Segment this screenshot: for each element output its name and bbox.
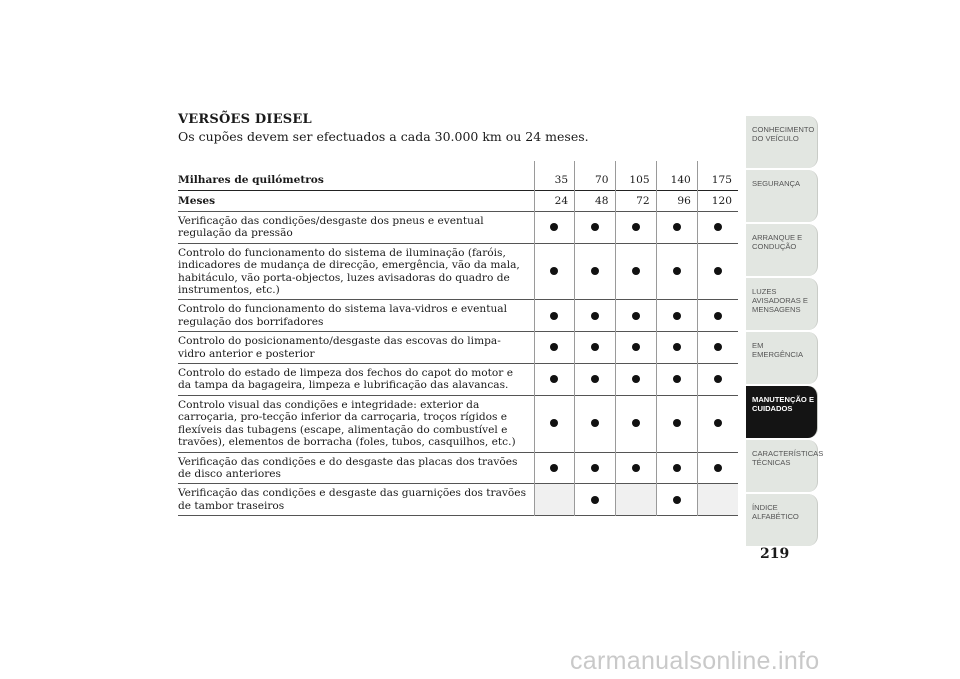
- service-mark-cell: [534, 243, 574, 300]
- km-header-cell: 35: [534, 161, 574, 191]
- bullet-icon: [714, 375, 722, 383]
- bullet-icon: [591, 419, 599, 427]
- service-mark-cell: [697, 212, 738, 244]
- row-description: Controlo visual das condições e integridade: exterior da carroçaria, pro-tecção inferior da carroçaria, troços rígidos e flexíveis das tubagens (escape, alimentação do combustível e travões), elementos de borracha (foles, tubos, casquilhos, etc.): [178, 398, 516, 449]
- service-mark-cell: [534, 395, 574, 452]
- service-mark-cell: [615, 364, 656, 396]
- chapter-tab[interactable]: [746, 116, 818, 168]
- months-header-cell: 120: [697, 191, 738, 212]
- bullet-icon: [550, 312, 558, 320]
- table-row: [178, 332, 738, 364]
- row-description: Controlo do estado de limpeza dos fechos do capot do motor e da tampa da bagageira, limpeza e lubrificação das alavancas.: [178, 367, 513, 392]
- bullet-icon: [632, 267, 640, 275]
- bullet-icon: [714, 464, 722, 472]
- service-mark-cell: [656, 300, 697, 332]
- months-header-cell: 48: [575, 191, 615, 212]
- service-mark-cell: [656, 332, 697, 364]
- service-mark-cell: [575, 300, 615, 332]
- service-mark-cell: [575, 452, 615, 484]
- service-mark-cell: [615, 212, 656, 244]
- bullet-icon: [632, 419, 640, 427]
- table-row: [178, 452, 738, 484]
- service-mark-cell: [575, 484, 615, 516]
- km-header-cell: 140: [656, 161, 697, 191]
- service-mark-cell: [656, 243, 697, 300]
- table-row: [178, 484, 738, 516]
- service-mark-cell: [534, 452, 574, 484]
- service-mark-cell: [615, 300, 656, 332]
- chapter-tab-label: SEGURANÇA: [752, 179, 801, 188]
- service-mark-cell: [575, 243, 615, 300]
- empty-cell: [534, 484, 574, 516]
- bullet-icon: [632, 312, 640, 320]
- service-mark-cell: [697, 332, 738, 364]
- row-description: Verificação das condições e desgaste das guarnições dos travões de tambor traseiros: [178, 487, 526, 512]
- chapter-tab[interactable]: [746, 278, 818, 330]
- service-mark-cell: [615, 243, 656, 300]
- watermark-text: carmanualsonline.info: [570, 647, 820, 675]
- table-row: [178, 364, 738, 396]
- service-mark-cell: [534, 332, 574, 364]
- bullet-icon: [591, 312, 599, 320]
- bullet-icon: [591, 375, 599, 383]
- chapter-tabs: [746, 116, 824, 548]
- service-mark-cell: [575, 395, 615, 452]
- months-header-label: Meses: [178, 194, 216, 207]
- chapter-tab[interactable]: [746, 332, 818, 384]
- chapter-tab-label: LUZES AVISADORAS E MENSAGENS: [752, 287, 808, 314]
- km-header-cell: 175: [697, 161, 738, 191]
- service-mark-cell: [656, 364, 697, 396]
- bullet-icon: [591, 496, 599, 504]
- row-description: Controlo do funcionamento do sistema de iluminação (faróis, indicadores de mudança de direcção, emergência, vão da mala, habitáculo, vão porta-objectos, luzes avisadoras do quadro de instrumentos, etc.): [178, 246, 520, 297]
- bullet-icon: [632, 375, 640, 383]
- table-row: [178, 300, 738, 332]
- bullet-icon: [673, 375, 681, 383]
- km-header-label: Milhares de quilómetros: [178, 173, 324, 186]
- service-mark-cell: [697, 452, 738, 484]
- service-mark-cell: [656, 395, 697, 452]
- service-mark-cell: [697, 243, 738, 300]
- intro-text: Os cupões devem ser efectuados a cada 30.000 km ou 24 meses.: [178, 129, 589, 144]
- km-header-cell: 105: [615, 161, 656, 191]
- maintenance-table: [178, 161, 738, 516]
- empty-cell: [697, 484, 738, 516]
- bullet-icon: [591, 223, 599, 231]
- row-description: Controlo do posicionamento/desgaste das escovas do limpa-vidro anterior e posterior: [178, 335, 501, 360]
- km-header-cell: 70: [575, 161, 615, 191]
- service-mark-cell: [697, 364, 738, 396]
- bullet-icon: [550, 375, 558, 383]
- bullet-icon: [550, 464, 558, 472]
- bullet-icon: [591, 464, 599, 472]
- chapter-tab-label: CONHECIMENTO DO VEÍCULO: [752, 125, 815, 143]
- bullet-icon: [632, 343, 640, 351]
- bullet-icon: [714, 267, 722, 275]
- service-mark-cell: [656, 212, 697, 244]
- chapter-tab[interactable]: [746, 386, 818, 438]
- bullet-icon: [591, 267, 599, 275]
- service-mark-cell: [534, 300, 574, 332]
- chapter-tab[interactable]: [746, 494, 818, 546]
- service-mark-cell: [615, 452, 656, 484]
- chapter-tab-label: MANUTENÇÃO E CUIDADOS: [752, 395, 815, 413]
- bullet-icon: [632, 223, 640, 231]
- row-description: Controlo do funcionamento do sistema lava-vidros e eventual regulação dos borrifadores: [178, 303, 508, 328]
- service-mark-cell: [656, 452, 697, 484]
- chapter-tab[interactable]: [746, 440, 824, 492]
- chapter-tab[interactable]: [746, 170, 818, 222]
- months-header-cell: 96: [656, 191, 697, 212]
- service-mark-cell: [575, 212, 615, 244]
- chapter-tab-label: ÍNDICE ALFABÉTICO: [752, 503, 799, 521]
- bullet-icon: [550, 419, 558, 427]
- bullet-icon: [550, 267, 558, 275]
- bullet-icon: [673, 464, 681, 472]
- chapter-tab-label: CARACTERÍSTICAS TÉCNICAS: [752, 449, 824, 467]
- bullet-icon: [714, 343, 722, 351]
- km-header-row: [178, 161, 738, 191]
- table-row: [178, 212, 738, 244]
- page-number: 219: [760, 546, 790, 562]
- bullet-icon: [550, 223, 558, 231]
- bullet-icon: [714, 419, 722, 427]
- service-mark-cell: [656, 484, 697, 516]
- bullet-icon: [673, 267, 681, 275]
- section-heading: VERSÕES DIESEL: [178, 112, 312, 127]
- service-mark-cell: [697, 395, 738, 452]
- bullet-icon: [714, 223, 722, 231]
- empty-cell: [615, 484, 656, 516]
- chapter-tab-label: EM EMERGÊNCIA: [752, 341, 804, 359]
- bullet-icon: [714, 312, 722, 320]
- row-description: Verificação das condições e do desgaste das placas dos travões de disco anteriores: [178, 455, 518, 480]
- table-row: [178, 243, 738, 300]
- months-header-row: [178, 191, 738, 212]
- months-header-cell: 24: [534, 191, 574, 212]
- bullet-icon: [632, 464, 640, 472]
- service-mark-cell: [615, 395, 656, 452]
- bullet-icon: [673, 419, 681, 427]
- chapter-tab-label: ARRANQUE E CONDUÇÃO: [752, 233, 803, 251]
- service-mark-cell: [534, 364, 574, 396]
- table-row: [178, 395, 738, 452]
- service-mark-cell: [575, 364, 615, 396]
- months-header-cell: 72: [615, 191, 656, 212]
- service-mark-cell: [534, 212, 574, 244]
- service-mark-cell: [615, 332, 656, 364]
- service-mark-cell: [697, 300, 738, 332]
- bullet-icon: [591, 343, 599, 351]
- bullet-icon: [673, 343, 681, 351]
- service-mark-cell: [575, 332, 615, 364]
- bullet-icon: [673, 496, 681, 504]
- bullet-icon: [550, 343, 558, 351]
- chapter-tab[interactable]: [746, 224, 818, 276]
- bullet-icon: [673, 312, 681, 320]
- row-description: Verificação das condições/desgaste dos pneus e eventual regulação da pressão: [178, 215, 484, 240]
- bullet-icon: [673, 223, 681, 231]
